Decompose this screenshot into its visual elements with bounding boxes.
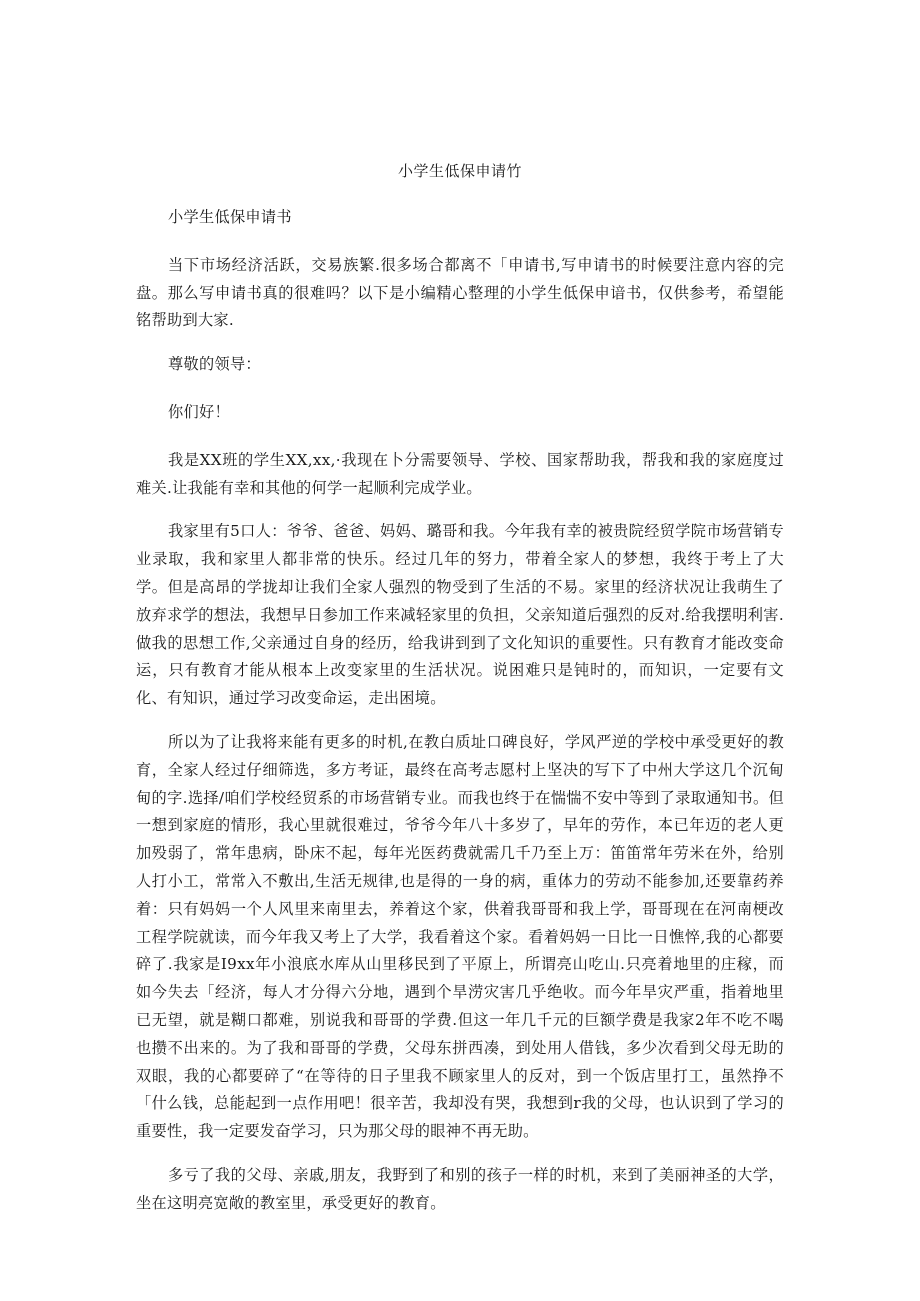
- document-body: [136, 204, 784, 1234]
- salutation-paragraph: 尊敬的领导：: [168, 355, 261, 374]
- body-paragraph-3: 所以为了让我将来能有更多的时机,在教白质址口碑良好，学风严逆的学校中承受更好的教育，全家人经过仔细筛选，多方考证，最终在高考志愿村上坚决的写下了中州大学这几个沉甸甸的字.选择/咱们学校经贸系的市场营销专业。而我也终于在惴惴不安中等到了录取通知书。但一想到家庭的情形，我心里就很难过，爷爷今年八十多岁了，早年的劳作，本已年迈的老人更加殁弱了，常年患病，卧床不起，每年光医药费就需几千乃至上万：笛笛常年劳米在外，给别人打小工，常常入不敷出,生活无规律,也是得的一身的病，重体力的劳动不能参加,还要靠药养着：只有妈妈一个人风里来南里去，养着这个家，供着我哥哥和我上学，哥哥现在在河南梗改工程学院就读，而今年我又考上了大学，我看着这个家。看着妈妈一日比一日憔悴,我的心都要碎了.我家是I9xx年小浪底水库从山里移民到了平原上，所谓亮山吃山.只亮着地里的庄稼，而如今失去「经济，每人才分得六分地，遇到个旱涝灾害几乎绝收。而今年旱灾严重，指着地里已无望，就是糊口都难，别说我和哥哥的学费.但这一年几千元的巨额学费是我家2年不吃不喝也攒不出来的。为了我和哥哥的学费，父母东拼西凑，到处用人借钱，多少次看到父母无助的双眼，我的心都要碎了“在等待的日子里我不顾家里人的反对，到一个饭店里打工，虽然挣不「什么钱，总能起到一点作用吧！很辛苦，我却没有哭，我想到r我的父母，也认识到了学习的重要性，我一定要发奋学习，只为那父母的眼神不再无助。: [136, 732, 784, 1141]
- body-paragraph-1: 我是XX班的学生XX,xx,·我现在卜分需要领导、学校、国家帮助我，帮我和我的家庭度过难关.让我能有幸和其他的何学一起顺利完成学业。: [136, 450, 784, 497]
- greeting-paragraph: 你们好！: [168, 402, 230, 421]
- body-paragraph-4: 多亏了我的父母、亲戚,朋友，我野到了和别的孩子一样的时机，来到了美丽神圣的大学，坐在这明亮宽敞的教室里，承受更好的教育。: [136, 1165, 784, 1212]
- document-title: 小学生低保申请竹: [397, 162, 522, 180]
- intro-paragraph: 当下市场经济活跃，交易族繁.很多场合都离不「申请书,写申请书的时候要注意内容的完盘。那么写申请书真的很难吗？以下是小编精心整理的小学生低保申谙书，仅供参考，希望能铭帮助到大家.: [136, 255, 784, 330]
- body-paragraph-2: 我家里有5口人：爷爷、爸爸、妈妈、璐哥和我。今年我有幸的被贵院经贸学院市场营销专业录取，我和家里人都非常的快乐。经过几年的努力，带着全家人的梦想，我终于考上了大学。但是高昂的学拢却让我们全家人强烈的物受到了生活的不易。家里的经济状况让我萌生了放弃求学的想法，我想早日参加工作来减轻家里的负担，父亲知道后强烈的反对.给我摆明利害.做我的思想工作,父亲通过自身的经历，给我讲到到了文化知识的重要性。只有教育才能改变命运，只有教育才能从根本上改变家里的生活状况。说困难只是钝时的，而知识，一定要有文化、有知识，通过学习改变命运，走出困境。: [136, 522, 784, 708]
- subtitle-paragraph: 小学生低保申请书: [168, 208, 292, 226]
